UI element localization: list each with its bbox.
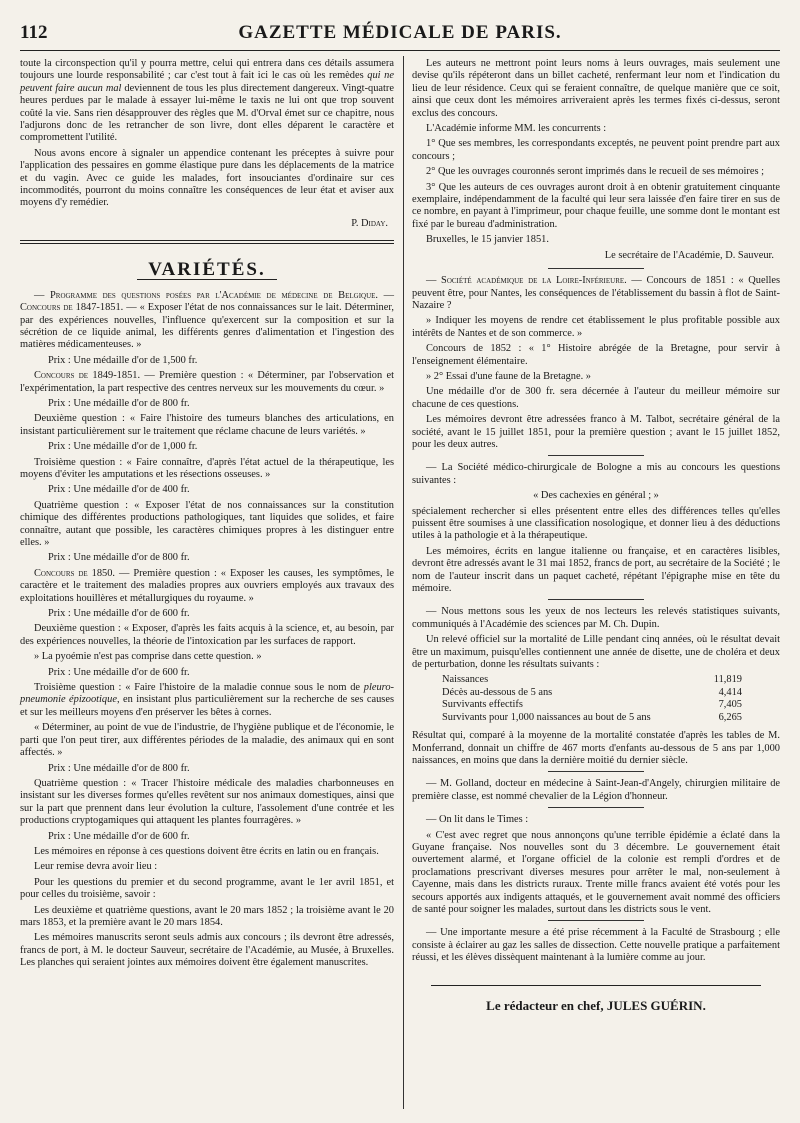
paragraph: Un relevé officiel sur la mortalité de Lille pendant cinq années, où le résultat devait être un maximum, puisqu'elles contiennent une année de disette, une de choléra et deux de perturbation, donne les résultats suivants : bbox=[412, 634, 780, 671]
paragraph: Concours de 1850. — Première question : « Exposer les causes, les symptômes, le caractère et le traitement des maladies propres aux ouvriers employés aux travaux des exploitations houillères et métallurgiques du royaume. » bbox=[20, 567, 394, 604]
paragraph: 3° Que les auteurs de ces ouvrages auront droit à en obtenir gratuitement cinquante exemplaire, indépendamment de la faculté qui leur sera laissée d'en faire tirer en sus de ce nombre, en payant à l'imprimeur, pour chaque feuille, une somme dont le montant est fixé par le bureau d'administration. bbox=[412, 181, 780, 230]
editor-signature: Le rédacteur en chef, JULES GUÉRIN. bbox=[486, 997, 706, 1013]
paragraph: Concours de 1849-1851. — Première question : « Déterminer, par l'observation et l'expérimentation, la part respective des centres nerveux sur les mouvements du cœur. » bbox=[20, 370, 395, 394]
paragraph: toute la circonspection qu'il y pourra mettre, celui qui entrera dans ces détails assumera toujours une lourde responsabilité ; car c'est tout à fait ici le cas où les remèdes qui ne peuvent faire aucun mal deviennent de tous les plus directement dangereux. Vingt-quatre heures perdues par le malade à essayer lui-même le taxis ne lui ont que trop souvent coûté la vie. Sans rien désapprouver des règles que M. d'Orval émet sur ce chapitre, nous l'adjurons donc de les retrancher de son livre, dont elles déparent le caractère et compromettent l'utilité. bbox=[20, 58, 394, 144]
stat-row: Décès au-dessous de 5 ans 4,414 bbox=[442, 686, 742, 698]
prize-line: Prix : Une médaille d'or de 1,500 fr. bbox=[48, 354, 198, 366]
paragraph: Nous avons encore à signaler un appendice contenant les préceptes à suivre pour l'application des pessaires en gomme élastique pure dans les déplacements de la matrice et du vagin. Avec ce guide les malades, fort insouciantes d'ordinaire sur ces incommodités, pourront du moins connaître les conséquences de leur état et aviser aux moyens d'y remédier. bbox=[20, 147, 394, 209]
paragraph: Quatrième question : « Exposer l'état de nos connaissances sur la constitution chimique des différentes productions pathologiques, tant liquides que solides, et faire connaître, autant que possible, les caractères chimiques propres à les distinguer entre elles. » bbox=[20, 499, 394, 548]
journal-title: GAZETTE MÉDICALE DE PARIS. bbox=[238, 22, 562, 43]
separator bbox=[548, 771, 644, 772]
paragraph: — Programme des questions posées par l'Académie de médecine de Belgique. — Concours de 1847-1851. — « Exposer l'état de nos connaissances sur le lait. Déterminer, par des expériences nouvelles, l'influence qu'exercent sur la composition et sur la sécrétion de ce liquide animal, les différents genres d'alimentation et l'ingestion des matières médicamenteuses. » bbox=[20, 289, 395, 351]
separator bbox=[548, 599, 644, 600]
stat-row: Survivants pour 1,000 naissances au bout de 5 ans 6,265 bbox=[442, 711, 742, 723]
section-title: VARIÉTÉS. bbox=[148, 259, 266, 281]
paragraph: Deuxième question : « Exposer, d'après les faits acquis à la science, et, au besoin, par des expériences nouvelles, la théorie de l'intoxication par les surfaces de rapport. bbox=[20, 623, 394, 647]
paragraph: » La pyoémie n'est pas comprise dans cette question. » bbox=[34, 651, 262, 663]
paragraph: Pour les questions du premier et du second programme, avant le 1er avril 1851, et pour celles du troisième, savoir : bbox=[20, 876, 394, 901]
paragraph: Les deuxième et quatrième questions, avant le 20 mars 1852 ; la troisième avant le 20 mars 1853, et la première avant le 20 mars 1854. bbox=[20, 904, 394, 928]
paragraph: — La Société médico-chirurgicale de Bologne a mis au concours les questions suivantes : bbox=[412, 462, 780, 486]
stat-row: Naissances 11,819 bbox=[442, 674, 742, 686]
stat-row: Survivants effectifs 7,405 bbox=[442, 699, 742, 711]
separator bbox=[548, 807, 644, 808]
paragraph: Les mémoires manuscrits seront seuls admis aux concours ; ils devront être adressés, francs de port, à M. le docteur Sauveur, secrétaire de l'Académie, au Musée, à Bruxelles. Les planches qui seraient jointes aux mémoires doivent être également manuscrites. bbox=[20, 932, 394, 969]
header-rule bbox=[20, 50, 780, 51]
page-header bbox=[20, 22, 780, 46]
separator bbox=[548, 268, 644, 269]
right-column bbox=[412, 58, 780, 1012]
prize-line: Prix : Une médaille d'or de 800 fr. bbox=[48, 552, 190, 564]
left-column bbox=[20, 58, 394, 973]
paragraph: « Déterminer, au point de vue de l'industrie, de l'hygiène publique et de l'économie, le parti que l'on peut tirer, aux différentes périodes de la maladie, des animaux qui en sont affectés. » bbox=[20, 722, 394, 759]
quoted-question: « Des cachexies en général ; » bbox=[533, 490, 659, 502]
paragraph: Les auteurs ne mettront point leurs noms à leurs ouvrages, mais seulement une devise qu'ils répéteront dans un billet cacheté, renfermant leur nom et l'indication du lieu de leur résidence. Ceux qui se feraient connaître, de quelque manière que ce soit, ainsi que ceux dont les mémoires arriveraient après les termes fixés ci-dessus, seront exclus des concours. bbox=[412, 58, 780, 119]
paragraph: Bruxelles, le 15 janvier 1851. bbox=[426, 234, 549, 246]
paragraph: — Société académique de la Loire-Inférieure. — Concours de 1851 : « Quelles peuvent être, pour Nantes, les conséquences de l'établissement du bassin à flot de Saint-Nazaire ? bbox=[412, 275, 781, 311]
paragraph: » 2° Essai d'une faune de la Bretagne. » bbox=[426, 370, 592, 382]
prize-line: Prix : Une médaille d'or de 800 fr. bbox=[48, 397, 190, 409]
separator bbox=[548, 920, 644, 921]
prize-line: Prix : Une médaille d'or de 600 fr. bbox=[48, 608, 190, 620]
article-signature: P. Diday. bbox=[351, 217, 388, 229]
prize-line: Prix : Une médaille d'or de 400 fr. bbox=[48, 484, 190, 496]
prize-line: Prix : Une médaille d'or de 600 fr. bbox=[48, 830, 190, 842]
separator bbox=[548, 455, 644, 456]
paragraph: L'Académie informe MM. les concurrents : bbox=[426, 123, 607, 135]
prize-line: Prix : Une médaille d'or de 600 fr. bbox=[48, 666, 190, 678]
paragraph: « C'est avec regret que nous annonçons qu'une terrible épidémie a éclaté dans la Guyane française. Nos nouvelles sont du 3 décembre. Le gouvernement était ouvertement alarmé, et l'organe officiel de la colonie est rempli d'ordres et de proclamations prescrivant diverses mesures pour arrêter le mal, non-seulement à Cayenne, mais dans les districts ruraux. Trente mille francs avaient été votés pour les secours apportés aux indigents attaqués, et le gouvernement avait nommé des officiers de santé pour soigner les malades, surtout dans les districts sous le vent. bbox=[412, 829, 780, 915]
paragraph: Résultat qui, comparé à la moyenne de la mortalité constatée d'après les tables de M. Monferrand, donnait un chiffre de 467 morts d'enfants au-dessous de 5 ans par 1,000 naissances, en moins que dans la dernière moitié du dernier siècle. bbox=[412, 730, 780, 766]
column-divider bbox=[403, 56, 404, 1109]
paragraph: — M. Golland, docteur en médecine à Saint-Jean-d'Angely, chirurgien militaire de première classe, est nommé chevalier de la Légion d'honneur. bbox=[412, 778, 780, 802]
paragraph: — On lit dans le Times : bbox=[426, 814, 529, 826]
paragraph: — Nous mettons sous les yeux de nos lecteurs les relevés statistiques suivants, communiqués à l'Académie des sciences par M. Ch. Dupin. bbox=[412, 606, 780, 630]
paragraph: 1° Que ses membres, les correspondants exceptés, ne peuvent point prendre part aux concours ; bbox=[412, 138, 780, 162]
paragraph: — Une importante mesure a été prise récemment à la Faculté de Strasbourg ; elle consiste à éclairer au gaz les salles de dissection. Cette nouvelle pratique a parfaitement réussi, et les élèves dissèquent maintenant à la lumière comme au jour. bbox=[412, 927, 780, 964]
paragraph: » Indiquer les moyens de rendre cet établissement le plus profitable possible aux intérêts de Nantes et de son commerce. » bbox=[412, 315, 780, 339]
prize-line: Prix : Une médaille d'or de 1,000 fr. bbox=[48, 441, 198, 453]
page-number: 112 bbox=[20, 22, 48, 43]
paragraph: Concours de 1852 : « 1° Histoire abrégée de la Bretagne, pour servir à l'enseignement élémentaire. bbox=[412, 343, 780, 367]
paragraph: Les mémoires, écrits en langue italienne ou française, et en caractères lisibles, devront être adressés avant le 31 mai 1852, francs de port, au secrétaire de la Société ; le nom de l'auteur inscrit dans un paquet cacheté, répétant l'épigraphe mise en tête du mémoire. bbox=[412, 545, 780, 595]
paragraph: Troisième question : « Faire l'histoire de la maladie connue sous le nom de pleuro-pneumonie épizootique, en insistant plus particulièrement sur la recherche de ses causes et sur les meilleurs moyens d'en préserver les bêtes à cornes. bbox=[20, 682, 394, 718]
section-rule bbox=[20, 240, 394, 244]
statistics-table bbox=[442, 674, 780, 724]
closing-rule bbox=[431, 985, 761, 986]
paragraph: 2° Que les ouvrages couronnés seront imprimés dans le recueil de ses mémoires ; bbox=[426, 166, 765, 178]
paragraph: Leur remise devra avoir lieu : bbox=[34, 861, 158, 873]
paragraph: spécialement rechercher si elles présentent entre elles des différences telles qu'elles puissent être soumises à une classification nosologique, et donner lieu à des déductions utiles à la pathologie et à la thérapeutique. bbox=[412, 505, 780, 542]
paragraph: Deuxième question : « Faire l'histoire des tumeurs blanches des articulations, en insistant particulièrement sur le traitement que réclame chacune de leurs variétés. » bbox=[20, 413, 394, 437]
paragraph: Quatrième question : « Tracer l'histoire médicale des maladies charbonneuses en insistant sur les diverses formes qu'elles revêtent sur nos animaux domestiques, ainsi que sur la part que prennent dans leur évolution la culture, l'assolement d'une contrée et les productions cryptogamiques qui attaquent les plantes fourragères. » bbox=[20, 777, 394, 827]
secretary-signature: Le secrétaire de l'Académie, D. Sauveur. bbox=[604, 249, 774, 261]
paragraph: Les mémoires en réponse à ces questions doivent être écrits en latin ou en français. bbox=[34, 845, 379, 857]
paragraph: Troisième question : « Faire connaître, d'après l'état actuel de la thérapeutique, les moyens d'éviter les amputations et les résections osseuses. » bbox=[20, 456, 394, 480]
prize-line: Prix : Une médaille d'or de 800 fr. bbox=[48, 762, 190, 774]
paragraph: Les mémoires devront être adressées franco à M. Talbot, secrétaire général de la société, avant le 15 juillet 1851, pour la première question ; avant le 15 juillet 1852, pour les deux autres. bbox=[412, 414, 780, 450]
paragraph: Une médaille d'or de 300 fr. sera décernée à l'auteur du meilleur mémoire sur chacune de ces questions. bbox=[412, 386, 780, 410]
